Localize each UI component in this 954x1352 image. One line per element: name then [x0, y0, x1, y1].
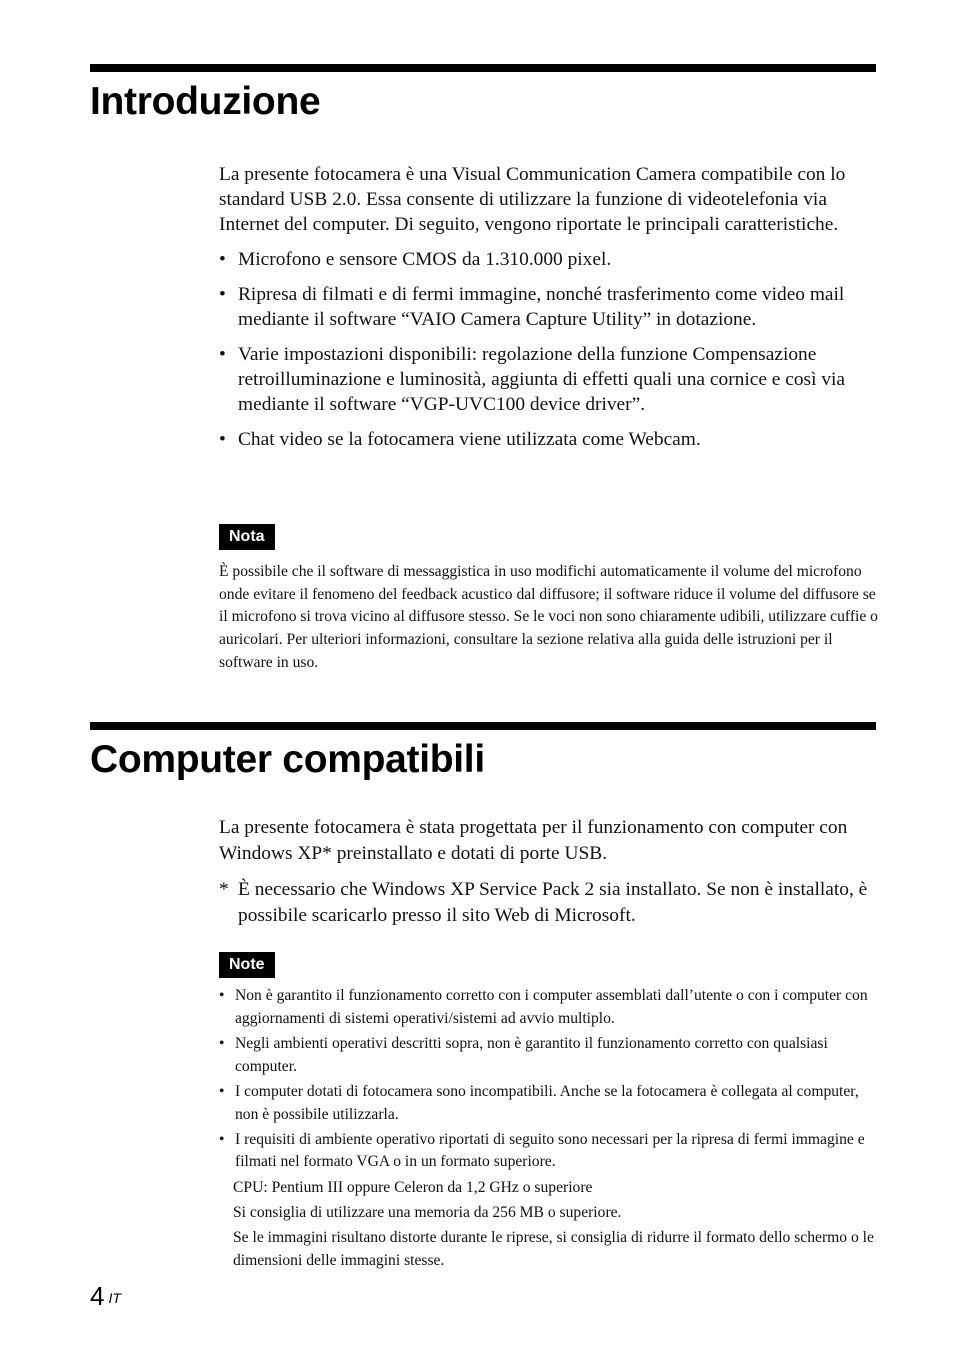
requirement-memory: Si consiglia di utilizzare una memoria da 256 MB o superiore.: [233, 1203, 622, 1221]
feature-item: • Varie impostazioni disponibili: regolazione della funzione Compensazione retroilluminazione e luminosità, aggiunta di effetti quali una cornice e così via mediante il software “VGP-UVC100 device driver”.: [219, 342, 879, 417]
section-rule-computer-compatibili: [90, 722, 876, 730]
note-label: Note: [219, 952, 275, 978]
intro-paragraph: La presente fotocamera è una Visual Communication Camera compatibile con lo standard USB 2.0. Essa consente di utilizzare la funzione di videotelefonia via Internet del computer. Di seguito, vengono riportate le principali caratteristiche.: [219, 164, 846, 235]
footnote: [219, 877, 879, 929]
note-item: • Negli ambienti operativi descritti sopra, non è garantito il funzionamento corretto con qualsiasi computer.: [219, 1033, 879, 1078]
nota-label: Nota: [219, 524, 275, 550]
notes-block: [219, 985, 879, 1275]
heading-introduzione: Introduzione: [90, 80, 321, 123]
feature-item: • Ripresa di filmati e di fermi immagine, nonché trasferimento come video mail mediante il software “VAIO Camera Capture Utility” in dotazione.: [219, 282, 879, 332]
section-compatibili-body: [219, 815, 879, 929]
note-item: • I requisiti di ambiente operativo riportati di seguito sono necessari per la ripresa di fermi immagine e filmati nel formato VGA o in un formato superiore.: [219, 1129, 879, 1174]
feature-item: • Chat video se la fotocamera viene utilizzata come Webcam.: [219, 427, 879, 452]
footnote-mark: *: [219, 879, 229, 900]
notes-list: [219, 985, 879, 1174]
heading-computer-compatibili: Computer compatibili: [90, 738, 485, 781]
requirement-screen: Se le immagini risultano distorte durante le riprese, si consiglia di ridurre il formato dello schermo o le dimensioni delle immagini stesse.: [233, 1229, 874, 1269]
requirement-cpu: CPU: Pentium III oppure Celeron da 1,2 GHz o superiore: [233, 1178, 593, 1196]
note-item: • I computer dotati di fotocamera sono incompatibili. Anche se la fotocamera è collegata al computer, non è possibile utilizzarla.: [219, 1081, 879, 1126]
feature-item: • Microfono e sensore CMOS da 1.310.000 pixel.: [219, 247, 879, 272]
footnote-text: È necessario che Windows XP Service Pack 2 sia installato. Se non è installato, è possibile scaricarlo presso il sito Web di Microsoft.: [238, 879, 868, 926]
section-rule-introduzione: [90, 64, 876, 72]
page-number: [90, 1280, 121, 1312]
nota-text: È possibile che il software di messaggistica in uso modifichi automaticamente il volume del microfono onde evitare il fenomeno del feedback acustico dal diffusore; il software riduce il volume del diffusore se il microfono si trova vicino al diffusore stesso. Se le voci non sono chiaramente udibili, utilizzare cuffie o auricolari. Per ulteriori informazioni, consultare la sezione relativa alla guida delle istruzioni per il software in uso.: [219, 563, 878, 671]
note-item: • Non è garantito il funzionamento corretto con i computer assemblati dall’utente o con i computer con aggiornamenti di sistemi operativi/sistemi ad avvio multiplo.: [219, 985, 879, 1030]
features-list: [219, 247, 879, 452]
compatibili-intro: La presente fotocamera è stata progettata per il funzionamento con computer con Windows XP* preinstallato e dotati di porte USB.: [219, 817, 848, 864]
page-number-value: 4: [90, 1281, 105, 1311]
page-language: IT: [108, 1290, 121, 1306]
section-introduzione-body: [219, 162, 879, 462]
